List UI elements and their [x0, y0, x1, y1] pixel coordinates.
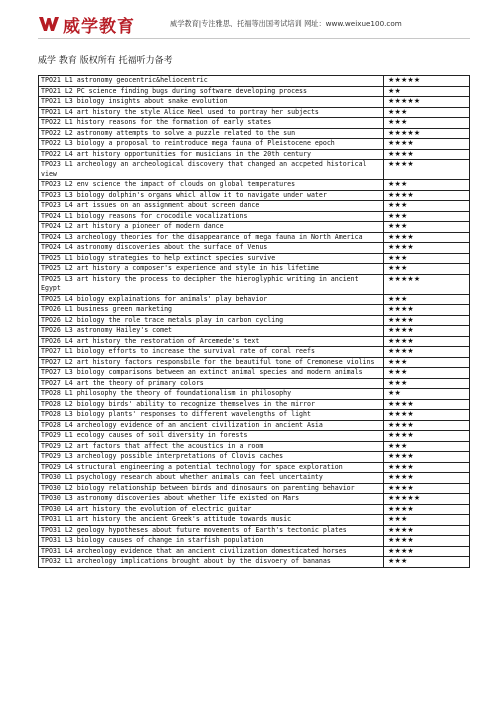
- difficulty-stars-cell: ★★★★: [384, 420, 470, 431]
- lecture-title-cell: TPO25 L4 biology explainations for animals' play behavior: [39, 294, 384, 305]
- table-row: [39, 483, 470, 494]
- lecture-title-cell: TPO27 L2 art history factors responsbile for the beautiful tone of Cremonese violins: [39, 357, 384, 368]
- difficulty-stars-cell: ★★★: [384, 357, 470, 368]
- difficulty-stars-cell: ★★★★: [384, 483, 470, 494]
- lecture-title-cell: TPO23 L1 archeology an archeological discovery that changed an accpeted historical view: [39, 160, 384, 180]
- difficulty-stars-cell: ★★★: [384, 264, 470, 275]
- difficulty-stars-cell: ★★★★: [384, 462, 470, 473]
- difficulty-stars-cell: ★★★: [384, 368, 470, 379]
- difficulty-stars-cell: ★★★: [384, 118, 470, 129]
- difficulty-stars-cell: ★★★★★: [384, 76, 470, 87]
- lecture-title-cell: TPO30 L2 biology relationship between birds and dinosaurs on parenting behavior: [39, 483, 384, 494]
- table-row: [39, 494, 470, 505]
- table-row: [39, 410, 470, 421]
- table-row: [39, 420, 470, 431]
- lecture-title-cell: TPO25 L3 art history the process to decipher the hieroglyphic writing in ancient Egypt: [39, 274, 384, 294]
- lecture-title-cell: TPO23 L2 env science the impact of clouds on global temperatures: [39, 180, 384, 191]
- lecture-title-cell: TPO29 L4 structural engineering a potential technology for space exploration: [39, 462, 384, 473]
- table-row: [39, 515, 470, 526]
- difficulty-stars-cell: ★★★★: [384, 305, 470, 316]
- table-row: [39, 452, 470, 463]
- table-row: [39, 253, 470, 264]
- table-row: [39, 149, 470, 160]
- table-row: [39, 86, 470, 97]
- lecture-table-body: [39, 76, 470, 568]
- table-row: [39, 128, 470, 139]
- lecture-title-cell: TPO22 L3 biology a proposal to reintroduce mega fauna of Pleistocene epoch: [39, 139, 384, 150]
- lecture-title-cell: TPO25 L1 biology strategies to help extinct species survive: [39, 253, 384, 264]
- table-row: [39, 389, 470, 400]
- difficulty-stars-cell: ★★★★: [384, 473, 470, 484]
- lecture-title-cell: TPO22 L4 art history opportunities for musicians in the 20th century: [39, 149, 384, 160]
- lecture-title-cell: TPO26 L3 astronomy Hailey's comet: [39, 326, 384, 337]
- table-row: [39, 431, 470, 442]
- table-row: [39, 326, 470, 337]
- table-row: [39, 368, 470, 379]
- difficulty-stars-cell: ★★★★★: [384, 274, 470, 294]
- lecture-title-cell: TPO24 L4 astronomy discoveries about the surface of Venus: [39, 243, 384, 254]
- lecture-title-cell: TPO31 L2 geology hypotheses about future movements of Earth's tectonic plates: [39, 525, 384, 536]
- table-row: [39, 160, 470, 180]
- lecture-title-cell: TPO25 L2 art history a composer's experience and style in his lifetime: [39, 264, 384, 275]
- difficulty-stars-cell: ★★★: [384, 211, 470, 222]
- difficulty-stars-cell: ★★★: [384, 378, 470, 389]
- table-row: [39, 118, 470, 129]
- difficulty-stars-cell: ★★★★: [384, 399, 470, 410]
- table-row: [39, 243, 470, 254]
- difficulty-stars-cell: ★★★★: [384, 536, 470, 547]
- difficulty-stars-cell: ★★★★: [384, 336, 470, 347]
- table-row: [39, 274, 470, 294]
- table-row: [39, 264, 470, 275]
- table-row: [39, 139, 470, 150]
- table-row: [39, 76, 470, 87]
- lecture-title-cell: TPO27 L3 biology comparisons between an extinct animal species and modern animals: [39, 368, 384, 379]
- table-row: [39, 294, 470, 305]
- difficulty-stars-cell: ★★★★: [384, 139, 470, 150]
- table-row: [39, 557, 470, 568]
- difficulty-stars-cell: ★★★★★: [384, 97, 470, 108]
- lecture-title-cell: TPO28 L2 biology birds' ability to recognize themselves in the mirror: [39, 399, 384, 410]
- brand-logo: [38, 12, 135, 36]
- table-row: [39, 462, 470, 473]
- lecture-title-cell: TPO29 L2 art factors that affect the acoustics in a room: [39, 441, 384, 452]
- lecture-title-cell: TPO28 L3 biology plants' responses to different wavelengths of light: [39, 410, 384, 421]
- difficulty-stars-cell: ★★: [384, 389, 470, 400]
- difficulty-stars-cell: ★★★★: [384, 243, 470, 254]
- lecture-title-cell: TPO24 L2 art history a pioneer of modern dance: [39, 222, 384, 233]
- difficulty-stars-cell: ★★★★★: [384, 128, 470, 139]
- lecture-title-cell: TPO21 L3 biology insights about snake evolution: [39, 97, 384, 108]
- lecture-title-cell: TPO22 L2 astronomy attempts to solve a puzzle related to the sun: [39, 128, 384, 139]
- lecture-title-cell: TPO30 L1 psychology research about whether animals can feel uncertainty: [39, 473, 384, 484]
- lecture-title-cell: TPO29 L3 archeology possible interpretations of Clovis caches: [39, 452, 384, 463]
- lecture-title-cell: TPO21 L4 art history the style Alice Neel used to portray her subjects: [39, 107, 384, 118]
- difficulty-stars-cell: ★★★★: [384, 347, 470, 358]
- difficulty-stars-cell: ★★★★: [384, 190, 470, 201]
- difficulty-stars-cell: ★★★★★: [384, 494, 470, 505]
- lecture-title-cell: TPO23 L3 biology dolphin's organs whicl allow it to navigate under water: [39, 190, 384, 201]
- table-row: [39, 107, 470, 118]
- lecture-title-cell: TPO31 L3 biology causes of change in starfish population: [39, 536, 384, 547]
- table-row: [39, 201, 470, 212]
- lecture-table: [38, 75, 470, 568]
- difficulty-stars-cell: ★★★★: [384, 546, 470, 557]
- table-row: [39, 211, 470, 222]
- difficulty-stars-cell: ★★★★: [384, 504, 470, 515]
- difficulty-stars-cell: ★★★: [384, 180, 470, 191]
- difficulty-stars-cell: ★★★: [384, 222, 470, 233]
- table-row: [39, 378, 470, 389]
- difficulty-stars-cell: ★★★: [384, 557, 470, 568]
- difficulty-stars-cell: ★★★: [384, 107, 470, 118]
- lecture-title-cell: TPO21 L1 astronomy geocentric&heliocentric: [39, 76, 384, 87]
- table-row: [39, 546, 470, 557]
- difficulty-stars-cell: ★★★★: [384, 410, 470, 421]
- table-row: [39, 525, 470, 536]
- table-row: [39, 336, 470, 347]
- lecture-title-cell: TPO26 L2 biology the role trace metals play in carbon cycling: [39, 315, 384, 326]
- lecture-title-cell: TPO24 L1 biology reasons for crocodile vocalizations: [39, 211, 384, 222]
- lecture-title-cell: TPO24 L3 archeology theories for the disappearance of mega fauna in North America: [39, 232, 384, 243]
- difficulty-stars-cell: ★★★★: [384, 160, 470, 180]
- difficulty-stars-cell: ★★★★: [384, 315, 470, 326]
- difficulty-stars-cell: ★★★: [384, 294, 470, 305]
- document-title: 威学 教育 版权所有 托福听力备考: [38, 56, 173, 66]
- lecture-title-cell: TPO32 L1 archeology implications brought about by the disvoery of bananas: [39, 557, 384, 568]
- difficulty-stars-cell: ★★★★: [384, 326, 470, 337]
- lecture-title-cell: TPO27 L1 biology efforts to increase the survival rate of coral reefs: [39, 347, 384, 358]
- lecture-title-cell: TPO29 L1 ecology causes of soil diversity in forests: [39, 431, 384, 442]
- difficulty-stars-cell: ★★★: [384, 515, 470, 526]
- lecture-title-cell: TPO30 L3 astronomy discoveries about whether life existed on Mars: [39, 494, 384, 505]
- lecture-title-cell: TPO28 L1 philosophy the theory of foundationalism in philosophy: [39, 389, 384, 400]
- lecture-title-cell: TPO28 L4 archeology evidence of an ancient civilization in ancient Asia: [39, 420, 384, 431]
- header-divider: [38, 38, 470, 39]
- table-row: [39, 357, 470, 368]
- table-row: [39, 97, 470, 108]
- difficulty-stars-cell: ★★★: [384, 253, 470, 264]
- table-row: [39, 232, 470, 243]
- table-row: [39, 504, 470, 515]
- difficulty-stars-cell: ★★★: [384, 441, 470, 452]
- page-header: [38, 12, 470, 36]
- table-row: [39, 473, 470, 484]
- difficulty-stars-cell: ★★★★: [384, 149, 470, 160]
- lecture-title-cell: TPO26 L4 art history the restoration of Arcemede's text: [39, 336, 384, 347]
- difficulty-stars-cell: ★★★★: [384, 431, 470, 442]
- lecture-title-cell: TPO22 L1 history reasons for the formation of early states: [39, 118, 384, 129]
- difficulty-stars-cell: ★★★: [384, 201, 470, 212]
- lecture-title-cell: TPO23 L4 art issues on an assignment about screen dance: [39, 201, 384, 212]
- table-row: [39, 180, 470, 191]
- brand-name: 威学教育: [63, 16, 135, 37]
- table-row: [39, 222, 470, 233]
- table-row: [39, 441, 470, 452]
- lecture-title-cell: TPO30 L4 art history the evolution of electric guitar: [39, 504, 384, 515]
- lecture-title-cell: TPO31 L4 archeology evidence that an ancient civilization domesticated horses: [39, 546, 384, 557]
- table-row: [39, 399, 470, 410]
- table-row: [39, 305, 470, 316]
- lecture-title-cell: TPO27 L4 art the theory of primary colors: [39, 378, 384, 389]
- table-row: [39, 315, 470, 326]
- table-row: [39, 536, 470, 547]
- lecture-title-cell: TPO31 L1 art history the ancient Greek's attitude towards music: [39, 515, 384, 526]
- difficulty-stars-cell: ★★: [384, 86, 470, 97]
- difficulty-stars-cell: ★★★★: [384, 452, 470, 463]
- difficulty-stars-cell: ★★★★: [384, 232, 470, 243]
- header-tagline: 威学教育|专注雅思、托福等出国考试培训 网址：www.weixue100.com: [170, 19, 402, 28]
- table-row: [39, 190, 470, 201]
- table-row: [39, 347, 470, 358]
- difficulty-stars-cell: ★★★★: [384, 525, 470, 536]
- lecture-title-cell: TPO26 L1 business green marketing: [39, 305, 384, 316]
- w-logo-icon: [38, 15, 60, 33]
- lecture-title-cell: TPO21 L2 PC science finding bugs during software developing process: [39, 86, 384, 97]
